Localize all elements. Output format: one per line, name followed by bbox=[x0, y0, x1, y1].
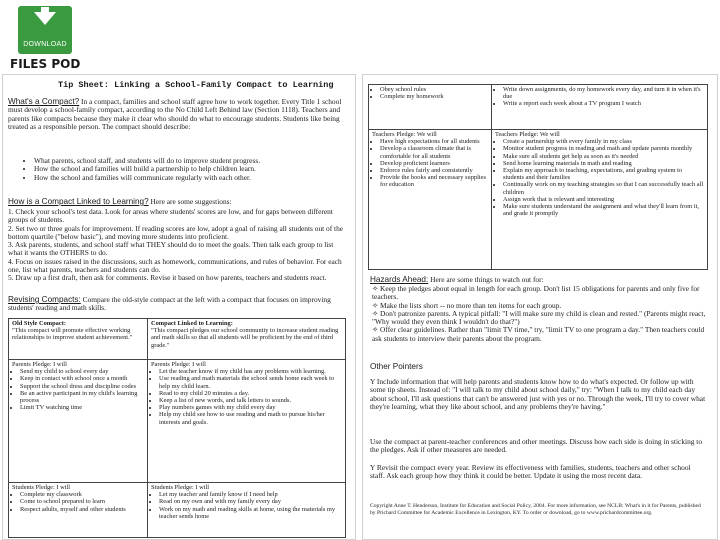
diamond-bullet-icon: ✧ bbox=[372, 284, 381, 293]
what-section bbox=[8, 98, 348, 131]
students-head: Students Pledge: I will bbox=[12, 484, 71, 491]
new-compact-text: "This compact pledges our school community to increase student reading and math skills so that all students will be proficient by the end of third grade." bbox=[151, 327, 339, 349]
other-heading: Other Pointers bbox=[370, 362, 423, 371]
what-heading: What's a Compact? bbox=[8, 97, 80, 106]
parents-old-cell bbox=[8, 359, 148, 483]
list-item: • Develop proficient learners bbox=[380, 160, 488, 167]
old-compact-cell bbox=[8, 318, 148, 360]
list-item: • Keep a list of new words, and talk letters to sounds. bbox=[159, 397, 342, 404]
list-item: 2. Set two or three goals for improvement. If reading scores are low, adopt a goal of raising all students out of the bottom quartile ("below basic"), and moving more students into proficient. bbox=[8, 223, 344, 241]
list-item: • Be an active participant in my child's learning process bbox=[20, 390, 144, 404]
revising-text: Compare the old-style compact at the left with a compact that focuses on improving students' reading and math skills. bbox=[8, 295, 331, 313]
list-item: 4. Focus on issues raised in the discussions, such as homework, communications, and rules of behavior. For each one, list what parents, teachers and students can do. bbox=[8, 256, 342, 275]
diamond-bullet-icon: ✧ bbox=[372, 325, 381, 335]
brand-label: FILES POD bbox=[10, 57, 81, 71]
list-item: • Continually work on my teaching strategies so that I can successfully teach all children bbox=[503, 181, 704, 195]
parents-new-cell bbox=[147, 359, 346, 483]
list-item: • Create a partnership with every family in my class bbox=[503, 138, 704, 145]
hazards-sub: Here are some things to watch out for: bbox=[430, 275, 544, 284]
list-item: • Make sure all students get help as soon as it's needed bbox=[503, 153, 704, 160]
list-item: ✧ Keep the pledges about equal in length for each group. Don't list 15 obligations for parents and only five for teachers. bbox=[372, 284, 700, 302]
pledge-table bbox=[368, 84, 708, 270]
list-item: 1. Check your school's test data. Look for areas where students' scores are low, and for gaps between different groups of students. bbox=[8, 207, 333, 225]
list-item: • Help my child see how to use reading and math to pursue his/her interests and goals. bbox=[159, 411, 342, 425]
download-icon-text: DOWNLOAD bbox=[23, 41, 67, 48]
list-item: • Obey school rules bbox=[380, 86, 488, 93]
list-item: • Provide the books and necessary supplies for education bbox=[380, 174, 488, 188]
teachers-head: Teachers Pledge: We will bbox=[495, 131, 560, 138]
list-item: • Send home learning materials in math and reading bbox=[503, 160, 704, 167]
list-item: • Use reading and math materials the school sends home each week to help my child learn. bbox=[159, 375, 342, 389]
download-logo[interactable] bbox=[18, 6, 72, 54]
list-item: • Read on my own and with my family every day bbox=[159, 498, 342, 505]
teachers-head: Teachers Pledge: We will bbox=[372, 131, 437, 138]
list-item: • Write a report each week about a TV program I watch bbox=[503, 100, 704, 107]
list-item: • Work on my math and reading skills at home, using the materials my teacher sends home bbox=[159, 506, 342, 520]
list-item: ✧ Don't patronize parents. A typical pitfall: "I will make sure my child is clean and rested." (Parents might react, "Why would they even think I wouldn't do that?") bbox=[372, 308, 706, 327]
students-old-cont-cell bbox=[368, 84, 492, 130]
hazards-list bbox=[372, 285, 706, 343]
list-item: • Read to my child 20 minutes a day. bbox=[159, 390, 342, 397]
students-new-cont-cell bbox=[491, 84, 708, 130]
list-item: • Respect adults, myself and other students bbox=[20, 506, 144, 513]
parents-head: Parents Pledge: I will bbox=[151, 361, 206, 368]
list-item: • Let my teacher and family know if I need help bbox=[159, 491, 342, 498]
revising-heading: Revising Compacts: bbox=[8, 295, 81, 304]
list-item: • Make sure students understand the assignment and what they'll learn from it, and grade it promptly bbox=[503, 203, 704, 217]
list-item: • Complete my classwork bbox=[20, 491, 144, 498]
hazards-heading: Hazards Ahead: bbox=[370, 275, 429, 284]
list-item: • Send my child to school every day bbox=[20, 368, 144, 375]
list-item: • Assign work that is relevant and interesting bbox=[503, 196, 704, 203]
old-compact-head: Old Style Compact: bbox=[12, 320, 66, 327]
list-item: • What parents, school staff, and students will do to improve student progress. bbox=[34, 157, 344, 165]
diamond-bullet-icon: ✧ bbox=[372, 308, 381, 318]
list-item: • Enforce rules fairly and consistently bbox=[380, 167, 488, 174]
list-item: • Limit TV watching time bbox=[20, 404, 144, 411]
parents-head: Parents Pledge: I will bbox=[12, 361, 67, 368]
teachers-new-cell bbox=[491, 129, 708, 270]
teachers-old-cell bbox=[368, 129, 492, 270]
students-new-cell bbox=[147, 482, 346, 538]
students-head: Students Pledge: I will bbox=[151, 484, 210, 491]
copyright-footer: Copyright Anne T. Henderson, Institute for Education and Social Policy, 2004. For more information, see NCLB: What's in it for Parents, published by Prichard Committee for Academic Excellence in Lexington, KY. To order or download, go to www.prichardcommittee.org. bbox=[370, 503, 701, 516]
compact-table bbox=[8, 318, 346, 538]
list-item: • Monitor student progress in reading and math and update parents monthly bbox=[503, 145, 704, 152]
how-section bbox=[8, 198, 348, 206]
list-item: • Develop a classroom climate that is comfortable for all students bbox=[380, 145, 488, 159]
diamond-bullet-icon: ✧ bbox=[372, 300, 381, 310]
new-compact-cell bbox=[147, 318, 346, 360]
list-item: • Keep in contact with school once a month bbox=[20, 375, 144, 382]
list-item: • Write down assignments, do my homework every day, and turn it in when it's due bbox=[503, 86, 704, 100]
revising-section bbox=[8, 296, 348, 313]
list-item: ✧ Offer clear guidelines. Rather than "limit TV time," try, "limit TV to one program a day." Then teachers could ask students to interview their parents about the program. bbox=[372, 325, 705, 343]
list-item: • Complete my homework bbox=[380, 93, 488, 100]
list-item: • Support the school dress and discipline codes bbox=[20, 383, 144, 390]
list-item: • How the school and families will communicate regularly with each other. bbox=[34, 174, 344, 182]
old-compact-text: "This compact will promote effective working relationships to improve student achievement." bbox=[12, 327, 133, 342]
what-bullets bbox=[34, 157, 344, 182]
new-compact-head: Compact Linked to Learning: bbox=[151, 320, 233, 327]
other-p1: Y Include information that will help parents and students know how to do what's expected. Or follow up with some tip sheets. Instead of: "I will talk to my child about school daily," try: "When I talk to my child each day about school, I'll ask questions that can't be answered just with yes or no. Through the week, I'll try to cover what they're learning, what they like about school, and any problems they're having." bbox=[370, 377, 706, 411]
how-steps bbox=[8, 208, 348, 283]
list-item: • How the school and families will build a partnership to help children learn. bbox=[34, 165, 344, 173]
list-item: 5. Draw up a first draft, then ask for comments. Revise it based on how parents, teachers and students react. bbox=[8, 273, 327, 283]
list-item: • Have high expectations for all students bbox=[380, 138, 488, 145]
list-item: • Play numbers games with my child every day bbox=[159, 404, 342, 411]
list-item: 3. Ask parents, students, and school staff what THEY should do to meet the goals. Then talk each group to list what it wants the OTHERS to do. bbox=[8, 240, 334, 258]
other-p2: Use the compact at parent-teacher conferences and other meetings. Discuss how each side is doing in sticking to the pledges. Ask if other measures are needed. bbox=[370, 437, 703, 455]
students-old-cell bbox=[8, 482, 148, 538]
download-arrow-icon bbox=[34, 12, 56, 25]
list-item: • Come to school prepared to learn bbox=[20, 498, 144, 505]
what-text: In a compact, families and school staff agree how to work together. Every Title 1 school must develop a school-family compact, according to the No Child Left Behind law (Section 1118). Teachers and parents like compacts because they make it clear who should do what to encourage students. Students like being treated as a responsible person. The compact should describe: bbox=[8, 97, 342, 131]
doc-title: Tip Sheet: Linking a School-Family Compact to Learning bbox=[58, 80, 334, 90]
other-p3: Y Revisit the compact every year. Review its effectiveness with families, students, teachers and other school staff. Ask each group how they think it could be better. Update it using the most recent data. bbox=[370, 463, 691, 481]
list-item: • Let the teacher know if my child has any problems with learning. bbox=[159, 368, 342, 375]
list-item: • Explain my approach to teaching, expectations, and grading system to students and their families bbox=[503, 167, 704, 181]
how-sub: Here are some suggestions: bbox=[150, 197, 232, 206]
how-heading: How is a Compact Linked to Learning? bbox=[8, 197, 149, 206]
list-item: ✧ Make the lists short -- no more than ten items for each group. bbox=[372, 300, 562, 310]
